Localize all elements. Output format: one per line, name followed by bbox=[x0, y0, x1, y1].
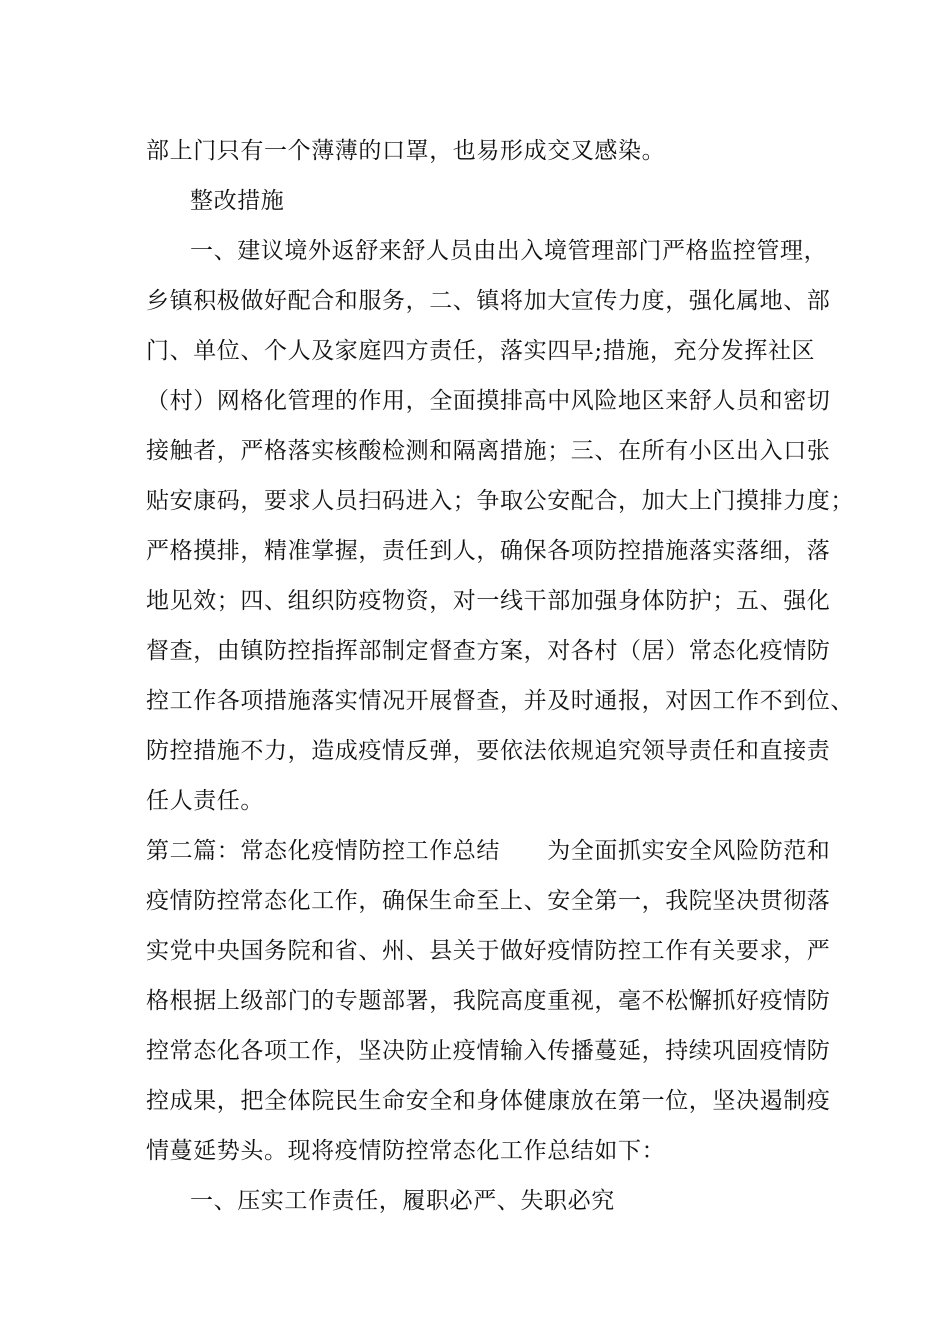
text-line: 接触者，严格落实核酸检测和隔离措施；三、在所有小区出入口张 bbox=[146, 438, 831, 464]
text-line: 督查，由镇防控指挥部制定督查方案，对各村（居）常态化疫情防 bbox=[146, 638, 831, 664]
text-line: 控常态化各项工作，坚决防止疫情输入传播蔓延，持续巩固疫情防 bbox=[146, 1038, 831, 1064]
section-heading: 一、压实工作责任，履职必严、失职必究 bbox=[190, 1188, 615, 1214]
text-line: 实党中央国务院和省、州、县关于做好疫情防控工作有关要求，严 bbox=[146, 938, 831, 964]
text-line: 贴安康码，要求人员扫码进入；争取公安配合，加大上门摸排力度； bbox=[146, 488, 854, 514]
text-line: 部上门只有一个薄薄的口罩，也易形成交叉感染。 bbox=[146, 138, 666, 164]
text-line: 疫情防控常态化工作，确保生命至上、安全第一，我院坚决贯彻落 bbox=[146, 888, 831, 914]
text-line: （村）网格化管理的作用，全面摸排高中风险地区来舒人员和密切 bbox=[146, 388, 831, 414]
section-heading: 整改措施 bbox=[190, 188, 285, 214]
text-line: 严格摸排，精准掌握，责任到人，确保各项防控措施落实落细，落 bbox=[146, 538, 831, 564]
text-line: 任人责任。 bbox=[146, 788, 264, 814]
text-line: 乡镇积极做好配合和服务，二、镇将加大宣传力度，强化属地、部 bbox=[146, 288, 831, 314]
text-line: 控工作各项措施落实情况开展督查，并及时通报，对因工作不到位、 bbox=[146, 688, 854, 714]
text-line: 控成果，把全体院民生命安全和身体健康放在第一位，坚决遏制疫 bbox=[146, 1088, 831, 1114]
text-line: 一、建议境外返舒来舒人员由出入境管理部门严格监控管理， bbox=[190, 238, 828, 264]
text-line: 地见效；四、组织防疫物资，对一线干部加强身体防护；五、强化 bbox=[146, 588, 831, 614]
chapter-heading-line: 第二篇：常态化疫情防控工作总结 为全面抓实安全风险防范和 bbox=[146, 838, 831, 864]
text-line: 情蔓延势头。现将疫情防控常态化工作总结如下： bbox=[146, 1138, 666, 1164]
text-line: 门、单位、个人及家庭四方责任，落实四早;措施，充分发挥社区 bbox=[146, 338, 816, 364]
text-line: 格根据上级部门的专题部署，我院高度重视，毫不松懈抓好疫情防 bbox=[146, 988, 831, 1014]
text-line: 防控措施不力，造成疫情反弹，要依法依规追究领导责任和直接责 bbox=[146, 738, 831, 764]
